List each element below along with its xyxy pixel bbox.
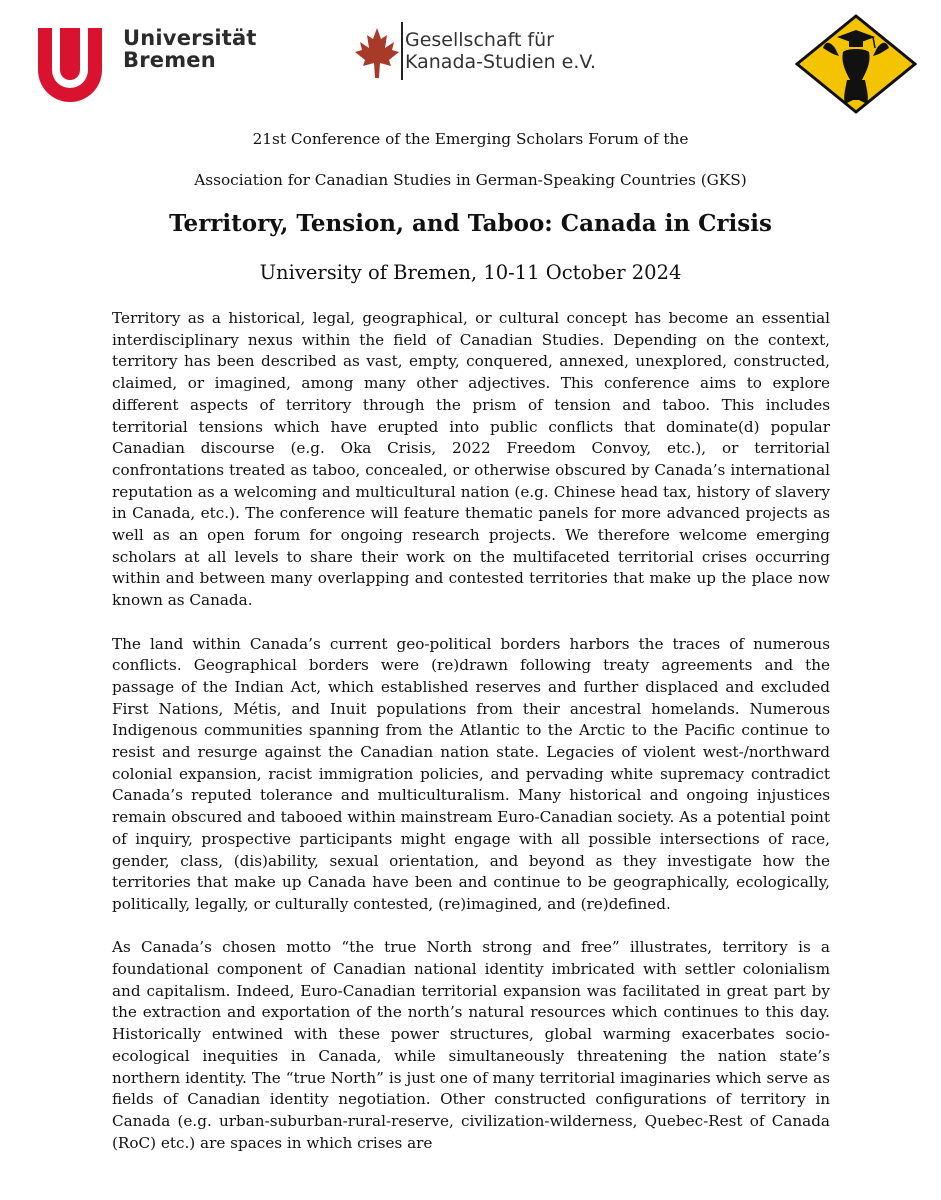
- uni-name-line1: Universität: [123, 26, 257, 50]
- gks-name-line2: Kanada-Studien e.V.: [405, 51, 596, 73]
- uni-bremen-name: [123, 26, 257, 72]
- association-line: Association for Canadian Studies in German-Speaking Countries (GKS): [194, 171, 747, 189]
- page-header: [0, 0, 941, 120]
- paragraph-1: Territory as a historical, legal, geographical, or cultural concept has become an essential interdisciplinary nexus within the field of Canadian Studies. Depending on the context, territory has been described as vast, empty, conquered, annexed, unexplored, constructed, claimed, or imagined, among many other adjectives. This conference aims to explore different aspects of territory through the prism of tension and taboo. This includes territorial tensions which have erupted into public conflicts that dominate(d) popular Canadian discourse (e.g. Oka Crisis, 2022 Freedom Convoy, etc.), or territorial confrontations treated as taboo, concealed, or otherwise obscured by Canada’s international reputation as a welcoming and multicultural nation (e.g. Chinese head tax, history of slavery in Canada, etc.). The conference will feature thematic panels for more advanced projects as well as an open forum for ongoing research projects. We therefore welcome emerging scholars at all levels to share their work on the multifaceted territorial crises occurring within and between many overlapping and contested territories that make up the place now known as Canada.: [112, 309, 830, 610]
- conference-venue-date: University of Bremen, 10-11 October 2024: [259, 261, 682, 284]
- paragraph-3: As Canada’s chosen motto “the true North strong and free” illustrates, territory is a foundational component of Canadian national identity imbricated with settler colonialism and capitalism. Indeed, Euro-Canadian territorial expansion was facilitated in great part by the extraction and exportation of the north’s natural resources which continues to this day. Historically entwined with these power structures, global warming exacerbates socio-ecological inequities in Canada, while simultaneously threatening the nation state’s northern identity. The “true North” is just one of many territorial imaginaries which serve as fields of Canadian identity negotiation. Other constructed configurations of territory in Canada (e.g. urban-suburban-rural-reserve, civilization-wilderness, Quebec-Rest of Canada (RoC) etc.) are spaces in which crises are: [112, 938, 830, 1152]
- paragraph-2: The land within Canada’s current geo-political borders harbors the traces of numerous conflicts. Geographical borders were (re)drawn following treaty agreements and the passage of the Indian Act, which established reserves and further displaced and excluded First Nations, Métis, and Inuit populations from their ancestral homelands. Numerous Indigenous communities spanning from the Atlantic to the Arctic to the Pacific continue to resist and resurge against the Canadian nation state. Legacies of violent west-/northward colonial expansion, racist immigration policies, and pervading white supremacy contradict Canada’s reputed tolerance and multiculturalism. Many historical and ongoing injustices remain obscured and tabooed within mainstream Euro-Canadian society. As a potential point of inquiry, prospective participants might engage with all possible intersections of race, gender, class, (dis)ability, sexual orientation, and beyond as they investigate how the territories that make up Canada have been and continue to be geographically, ecologically, politically, legally, or culturally contested, (re)imagined, and (re)defined.: [112, 634, 830, 913]
- uni-name-line2: Bremen: [123, 48, 216, 72]
- gks-divider: [401, 22, 403, 80]
- moose-graduation-sign-icon: [795, 14, 917, 114]
- call-for-papers-body: [112, 308, 830, 1176]
- maple-leaf-icon: [354, 26, 400, 80]
- gks-name: [405, 29, 605, 73]
- gks-name-line1: Gesellschaft für: [405, 29, 554, 51]
- conference-title: Territory, Tension, and Taboo: Canada in Crisis: [169, 210, 772, 237]
- conference-series-line: 21st Conference of the Emerging Scholars Forum of the: [252, 130, 689, 148]
- uni-bremen-logo-icon: [34, 28, 106, 104]
